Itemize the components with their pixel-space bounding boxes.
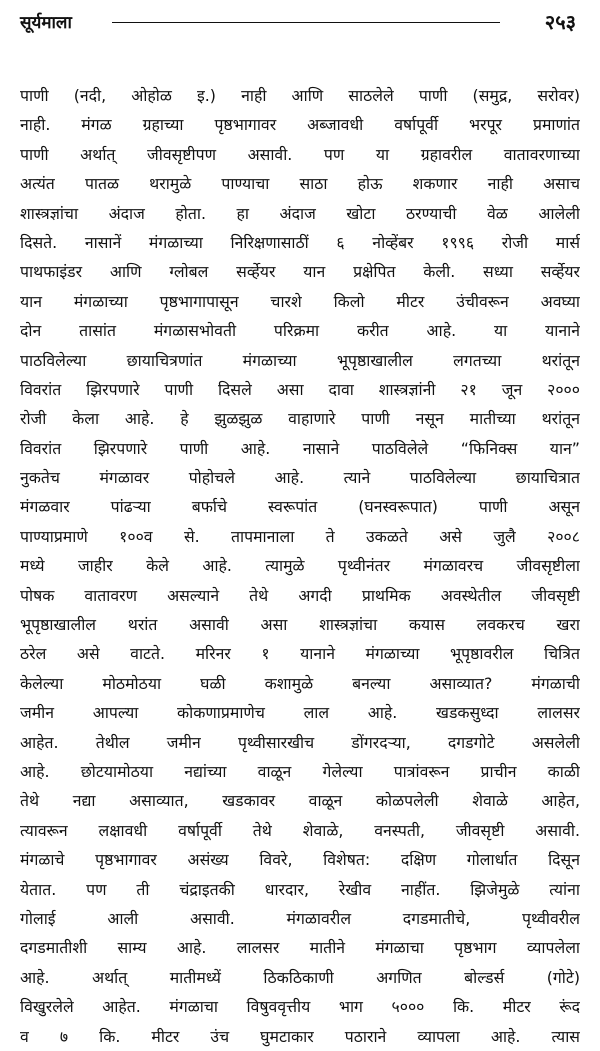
- text-line: भूपृष्ठाखालील थरांत असावी असा शास्त्रज्ञांचा कयास लवकरच खरा: [20, 615, 580, 635]
- text-line: व ७ कि. मीटर उंच घुमटाकार पठाराने व्यापला आहे. त्यास: [20, 1026, 580, 1046]
- text-line: तेथे नद्या असाव्यात, खडकावर वाळून कोळपलेली शेवाळे आहेत,: [20, 791, 580, 811]
- text-line: गोलाई आली असावी. मंगळावरील दगडमातीचे, पृथ्वीवरील: [20, 908, 580, 928]
- text-line: दगडमातीशी साम्य आहे. लालसर मातीने मंगळाचा पृष्ठभाग व्यापलेला: [20, 938, 580, 958]
- text-line: पाण्याप्रमाणे १००व से. तापमानाला ते उकळते असे जुलै २००८: [20, 526, 580, 546]
- text-line: विवरांत झिरपणारे पाणी आहे. नासाने पाठविलेले “फिनिक्स यान”: [20, 438, 580, 458]
- text-line: मंगळाचे पृष्ठभागावर असंख्य विवरे, विशेषत: दक्षिण गोलार्धात दिसून: [20, 850, 580, 870]
- text-line: पाणी अर्थात् जीवसृष्टीपण असावी. पण या ग्रहावरील वातावरणाच्या: [20, 144, 580, 164]
- text-line: नुकतेच मंगळावर पोहोचले आहे. त्याने पाठविलेल्या छायाचित्रात: [20, 468, 580, 488]
- text-line: आहे. अर्थात् मातीमध्यें ठिकठिकाणी अगणित बोल्डर्स (गोटे): [20, 967, 580, 987]
- text-line: पाथफाइंडर आणि ग्लोबल सर्व्हेयर यान प्रक्षेपित केली. सध्या सर्व्हेयर: [20, 262, 580, 282]
- text-line: विवरांत झिरपणारे पाणी दिसले असा दावा शास्त्रज्ञांनी २१ जून २०००: [20, 379, 580, 399]
- text-line: मंगळवार पांढऱ्या बर्फाचे स्वरूपांत (घनस्वरूपात) पाणी असून: [20, 497, 580, 517]
- running-title: सूर्यमाला: [20, 13, 72, 33]
- body-paragraph: [20, 81, 580, 1051]
- text-line: शास्त्रज्ञांचा अंदाज होता. हा अंदाज खोटा ठरण्याची वेळ आलेली: [20, 203, 580, 223]
- text-line: आहे. छोटयामोठया नद्यांच्या वाळून गेलेल्या पात्रांवरून प्राचीन काळी: [20, 761, 580, 781]
- text-line: ठरेल असे वाटते. मरिनर १ यानाने मंगळाच्या भूपृष्ठावरील चित्रित: [20, 644, 580, 664]
- text-line: दिसते. नासानें मंगळाच्या निरिक्षणासाठीं ६ नोव्हेंबर १९९६ रोजी मार्स: [20, 232, 580, 252]
- text-line: यान मंगळाच्या पृष्ठभागापासून चारशे किलो मीटर उंचीवरून अवघ्या: [20, 291, 580, 311]
- text-line: दोन तासांत मंगळासभोवती परिक्रमा करीत आहे. या यानाने: [20, 321, 580, 341]
- text-line: पाणी (नदी, ओहोळ इ.) नाही आणि साठलेले पाणी (समुद्र, सरोवर): [20, 86, 580, 105]
- text-line: रोजी केला आहे. हे झुळझुळ वाहाणारे पाणी नसून मातीच्या थरांतून: [20, 409, 580, 429]
- text-line: विखुरलेले आहेत. मंगळाचा विषुववृत्तीय भाग ५००० कि. मीटर रूंद: [20, 997, 580, 1017]
- text-line: येतात. पण ती चंद्राइतकी धारदार, रेखीव नाहींत. झिजेमुळे त्यांना: [20, 879, 580, 899]
- page-number: २५३: [544, 10, 576, 34]
- header-rule: [112, 22, 500, 23]
- text-line: पाठविलेल्या छायाचित्रणांत मंगळाच्या भूपृष्ठाखालील लगतच्या थरांतून: [20, 350, 580, 370]
- text-line: आहेत. तेथील जमीन पृथ्वीसारखीच डोंगरदऱ्या, दगडगोटे असलेली: [20, 732, 580, 752]
- text-line: केलेल्या मोठमोठया घळी कशामुळे बनल्या असाव्यात? मंगळाची: [20, 673, 580, 693]
- text-line: जमीन आपल्या कोकणाप्रमाणेच लाल आहे. खडकसुध्दा लालसर: [20, 703, 580, 723]
- text-line: त्यावरून लक्षावधी वर्षापूर्वी तेथे शेवाळे, वनस्पती, जीवसृष्टी असावी.: [20, 820, 580, 840]
- text-line: पोषक वातावरण असल्याने तेथे अगदी प्राथमिक अवस्थेतील जीवसृष्टी: [20, 585, 580, 605]
- running-header: [20, 4, 582, 36]
- text-line: नाही. मंगळ ग्रहाच्या पृष्ठभागावर अब्जावधी वर्षापूर्वी भरपूर प्रमाणांत: [20, 115, 580, 135]
- text-line: अत्यंत पातळ थरामुळे पाण्याचा साठा होऊ शकणार नाही असाच: [20, 174, 580, 194]
- text-line: मध्ये जाहीर केले आहे. त्यामुळे पृथ्वीनंतर मंगळावरच जीवसृष्टीला: [20, 556, 580, 576]
